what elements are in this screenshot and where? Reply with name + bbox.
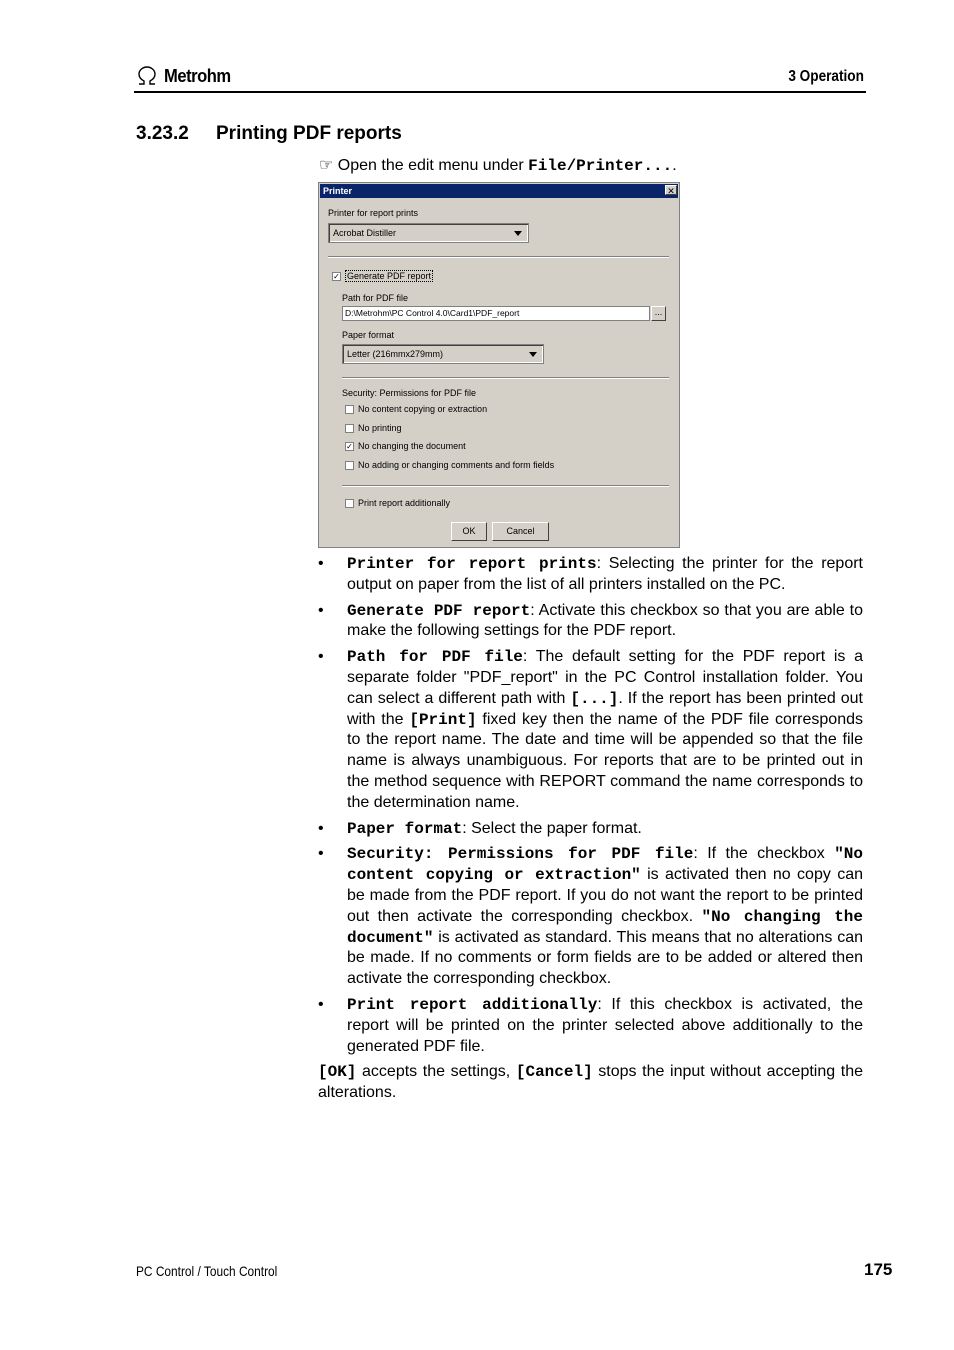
printer-label: Printer for report prints bbox=[328, 208, 419, 218]
description: : If the checkbox bbox=[693, 845, 835, 863]
intro-menu-path: File/Printer... bbox=[528, 157, 673, 175]
perm-no-printing-checkbox[interactable] bbox=[345, 423, 402, 433]
term: Path for PDF file bbox=[347, 648, 523, 667]
paper-value: Letter (216mmx279mm) bbox=[347, 349, 444, 359]
perm-label: No adding or changing comments and form fields bbox=[358, 460, 555, 470]
bullet-icon: • bbox=[318, 819, 324, 837]
header-divider bbox=[134, 91, 866, 93]
ok-button[interactable]: OK bbox=[451, 522, 487, 541]
code: [Cancel] bbox=[515, 1063, 593, 1082]
divider bbox=[342, 377, 669, 379]
code: "No content copying or extraction" bbox=[347, 845, 863, 885]
section-title: Printing PDF reports bbox=[216, 123, 402, 144]
cancel-button[interactable]: Cancel bbox=[492, 522, 549, 541]
divider bbox=[342, 485, 669, 487]
pointing-hand-icon: ☞ bbox=[319, 157, 334, 174]
intro-text: Open the edit menu under bbox=[337, 157, 529, 174]
print-additionally-label: Print report additionally bbox=[358, 498, 451, 508]
code: [Print] bbox=[409, 710, 477, 729]
brand-name: Metrohm bbox=[164, 65, 231, 86]
chevron-down-icon bbox=[529, 352, 537, 357]
list-item bbox=[318, 601, 863, 643]
printer-select[interactable] bbox=[328, 223, 529, 243]
description: is activated then no copy can be made from the PDF report. If you do not want the report to be printed out then activate the corresponding checkbox. bbox=[347, 866, 863, 925]
generate-pdf-checkbox[interactable] bbox=[332, 270, 433, 282]
perm-no-copy-checkbox[interactable] bbox=[345, 404, 487, 414]
term: Security: Permissions for PDF file bbox=[347, 845, 694, 864]
section-number: 3.23.2 bbox=[136, 123, 189, 144]
description: . If the report has been printed out with the bbox=[347, 689, 864, 728]
term: Generate PDF report bbox=[347, 601, 531, 620]
perm-label: No content copying or extraction bbox=[358, 404, 488, 414]
description: : Select the paper format. bbox=[462, 819, 642, 837]
description: is activated as standard. This means that no alterations can be made. If no comments or form fields are to be added or altered then activate the corresponding checkbox. bbox=[347, 928, 863, 988]
checkbox-icon bbox=[345, 424, 354, 433]
perm-no-comments-checkbox[interactable] bbox=[345, 460, 554, 470]
bullet-icon: • bbox=[318, 648, 324, 666]
security-label: Security: Permissions for PDF file bbox=[342, 388, 477, 398]
description: fixed key then the name of the PDF file corresponds to the report name. The date and time will be appended so that the file name is always unambiguous. For reports that are to be printed out in the method sequence with REPORT command the name corresponds to the determination name. bbox=[347, 710, 863, 811]
list-item bbox=[318, 647, 863, 813]
section-heading bbox=[136, 123, 402, 145]
brand-logo bbox=[136, 64, 237, 88]
dialog-title: Printer bbox=[323, 186, 353, 196]
divider bbox=[328, 256, 669, 258]
print-additionally-checkbox[interactable] bbox=[345, 498, 450, 508]
list-item bbox=[318, 819, 863, 840]
dialog-title-bar bbox=[320, 184, 678, 198]
list-item bbox=[318, 844, 863, 990]
term: Paper format bbox=[347, 819, 463, 838]
bullet-icon: • bbox=[318, 845, 324, 863]
description: : If this checkbox is activated, the report will be printed on the printer selected above additionally to the generated PDF file. bbox=[347, 995, 864, 1055]
close-icon[interactable]: ✕ bbox=[665, 185, 677, 195]
browse-button[interactable]: ... bbox=[651, 306, 666, 321]
term: Printer for report prints bbox=[347, 555, 597, 573]
term: Print report additionally bbox=[347, 995, 598, 1014]
page-number: 175 bbox=[864, 1260, 893, 1279]
checkbox-icon bbox=[345, 461, 354, 470]
intro-line bbox=[319, 155, 677, 175]
description: : The default setting for the PDF report is a separate folder "PDF_report" in the PC Control installation folder. You can select a different path with bbox=[347, 648, 863, 707]
chevron-down-icon bbox=[514, 231, 522, 236]
list-item bbox=[318, 995, 863, 1057]
pdf-path-input[interactable]: D:\Metrohm\PC Control 4.0\Card1\PDF_report bbox=[342, 306, 650, 321]
code: [OK] bbox=[318, 1063, 357, 1082]
list-item bbox=[318, 554, 863, 596]
checkbox-checked-icon: ✓ bbox=[346, 441, 353, 451]
description: : Selecting the printer for the report output on paper from the list of all printers installed on the PC. bbox=[347, 555, 863, 593]
intro-end: . bbox=[672, 157, 677, 174]
perm-no-changing-checkbox[interactable] bbox=[345, 441, 466, 451]
omega-logo-icon bbox=[136, 66, 158, 86]
bullet-icon: • bbox=[318, 601, 324, 619]
bullet-icon: • bbox=[318, 555, 324, 572]
perm-label: No changing the document bbox=[358, 441, 466, 451]
description: : Activate this checkbox so that you are able to make the following settings for the PDF report. bbox=[347, 601, 863, 640]
checkbox-checked-icon: ✓ bbox=[333, 271, 340, 281]
checkbox-icon bbox=[345, 499, 354, 508]
description: accepts the settings, bbox=[356, 1063, 516, 1081]
closing-paragraph bbox=[318, 1062, 863, 1104]
printer-value: Acrobat Distiller bbox=[333, 228, 397, 238]
code: "No changing the document" bbox=[347, 907, 863, 947]
bullet-icon: • bbox=[318, 995, 324, 1013]
description: stops the input without accepting the alterations. bbox=[318, 1063, 864, 1102]
code: [...] bbox=[570, 689, 619, 708]
footer-product: PC Control / Touch Control bbox=[136, 1263, 278, 1279]
paper-label: Paper format bbox=[342, 330, 395, 340]
bullet-list bbox=[318, 554, 863, 1104]
chapter-title: 3 Operation bbox=[788, 68, 864, 85]
generate-pdf-label: Generate PDF report bbox=[347, 271, 432, 281]
paper-format-select[interactable] bbox=[342, 344, 544, 364]
perm-label: No printing bbox=[358, 423, 402, 433]
path-label: Path for PDF file bbox=[342, 293, 409, 303]
checkbox-icon bbox=[345, 405, 354, 414]
printer-dialog bbox=[318, 182, 680, 548]
